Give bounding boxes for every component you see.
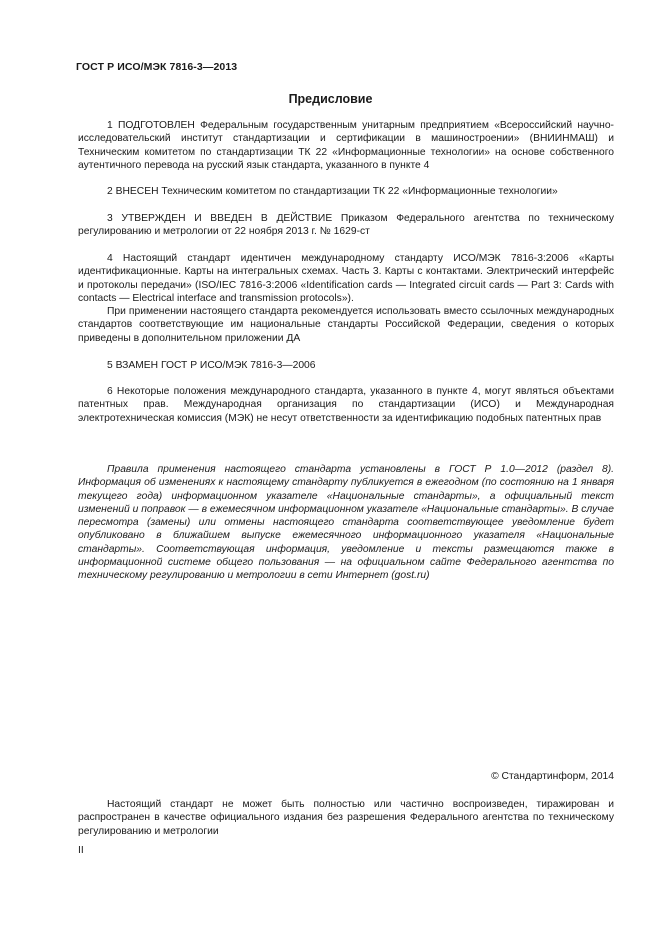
paragraph-4: 4 Настоящий стандарт идентичен международному стандарту ИСО/МЭК 7816-3:2006 «Карты идентификационные. Карты на интегральных схемах. Часть 3. Карты с контактами. Электрический интерфейс и протоколы передачи» (ISO/IEC 7816-3:2006 «Identification cards — Integrated circuit cards — Part 3: Cards with contacts — Electrical interface and transmission protocols»). — [78, 253, 614, 304]
paragraph-4-note: При применении настоящего стандарта рекомендуется использовать вместо ссылочных международных стандартов соответствующие им национальные стандарты Российской Федерации, сведения о которых приведены в дополнительном приложении ДА — [78, 306, 614, 344]
paragraph-1-block — [78, 119, 614, 172]
paragraph-5-block — [78, 359, 614, 372]
standard-id-header: ГОСТ Р ИСО/МЭК 7816-3—2013 — [76, 61, 238, 73]
paragraph-5: 5 ВЗАМЕН ГОСТ Р ИСО/МЭК 7816-3—2006 — [107, 360, 316, 371]
paragraph-4-block — [78, 252, 614, 345]
paragraph-3: 3 УТВЕРЖДЕН И ВВЕДЕН В ДЕЙСТВИЕ Приказом Федерального агентства по техническому регулированию и метрологии от 22 ноября 2013 г. № 1629-ст — [78, 213, 614, 238]
page-title: Предисловие — [288, 92, 373, 106]
usage-notice: Правила применения настоящего стандарта установлены в ГОСТ Р 1.0—2012 (раздел 8). Информация об изменениях к настоящему стандарту публикуется в ежегодном (по состоянию на 1 января текущего года) информационном указателе «Национальные стандарты», а официальный текст изменений и поправок — в ежемесячном информационном указателе «Национальные стандарты». В случае пересмотра (замены) или отмены настоящего стандарта соответствующее уведомление будет опубликовано в ближайшем выпуске ежемесячного информационного указателя «Национальные стандарты». Соответствующая информация, уведомление и тексты размещаются также в информационной системе общего пользования — на официальном сайте Федерального агентства по техническому регулированию и метрологии в сети Интернет (gost.ru) — [78, 464, 614, 582]
paragraph-6: 6 Некоторые положения международного стандарта, указанного в пункте 4, могут являться объектами патентных прав. Международная организация по стандартизации (ИСО) и Международная электротехническая комиссия (МЭК) не несут ответственности за идентификацию подобных патентных прав — [78, 386, 614, 424]
page-number: II — [78, 845, 84, 856]
paragraph-2: 2 ВНЕСЕН Техническим комитетом по стандартизации ТК 22 «Информационные технологии» — [107, 186, 558, 197]
reproduction-notice: Настоящий стандарт не может быть полностью или частично воспроизведен, тиражирован и распространен в качестве официального издания без разрешения Федерального агентства по техническому регулированию и метрологии — [78, 799, 614, 837]
copyright: © Стандартинформ, 2014 — [491, 771, 614, 782]
paragraph-3-block — [78, 212, 614, 239]
paragraph-1: 1 ПОДГОТОВЛЕН Федеральным государственным унитарным предприятием «Всероссийский научно-исследовательский институт стандартизации и сертификации в машиностроении» (ВНИИНМАШ) и Техническим комитетом по стандартизации ТК 22 «Информационные технологии» на основе собственного аутентичного перевода на русский язык стандарта, указанного в пункте 4 — [78, 120, 614, 171]
paragraph-2-block — [78, 185, 614, 198]
paragraph-6-block — [78, 385, 614, 425]
